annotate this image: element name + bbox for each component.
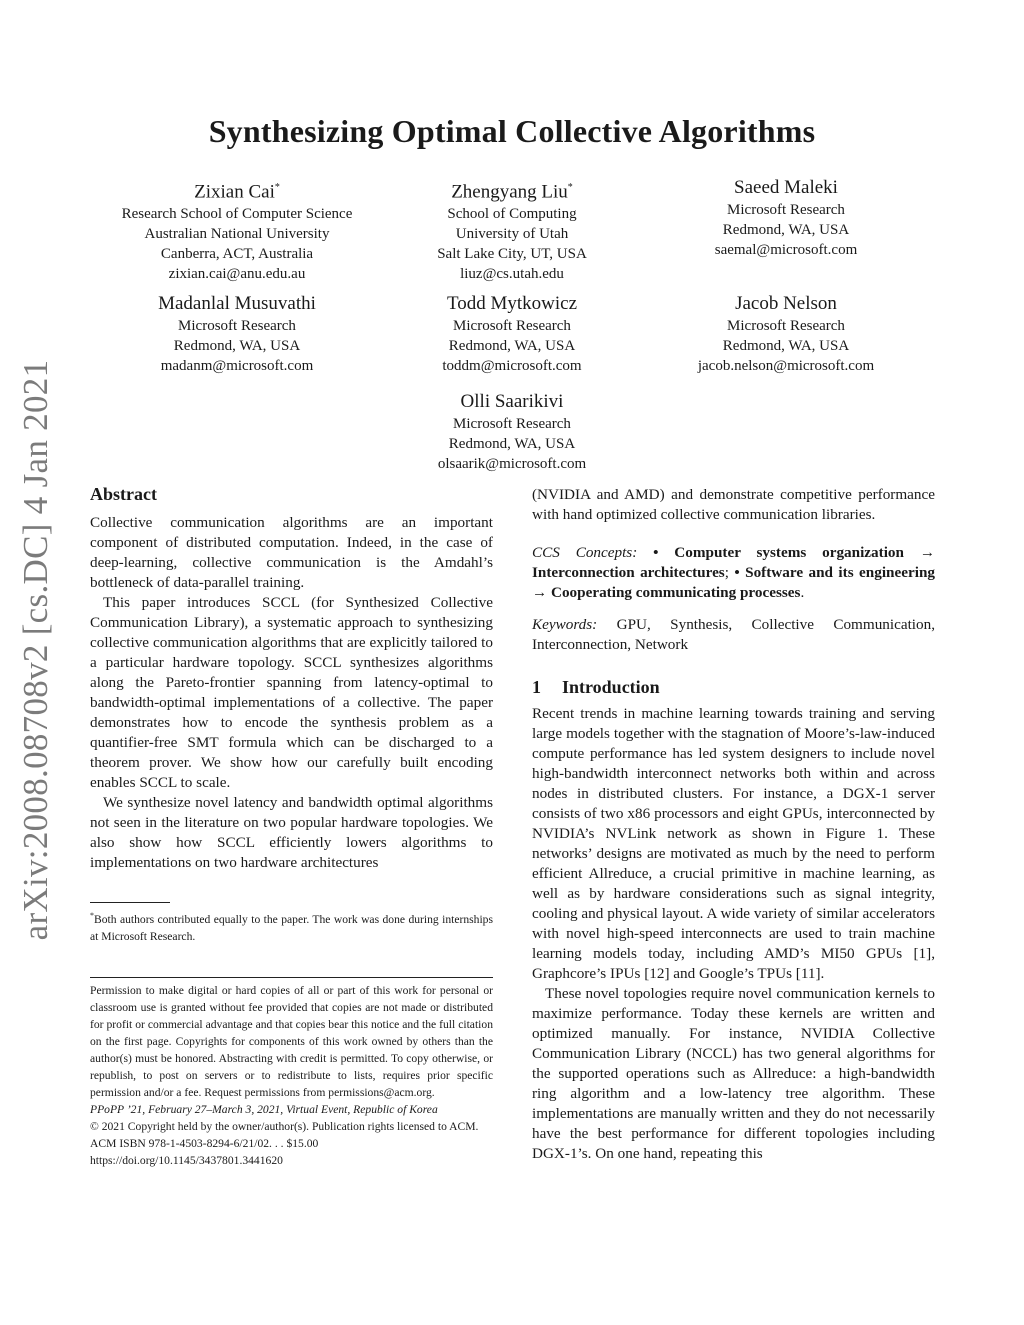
ccs-term: Cooperating communicating processes xyxy=(550,584,801,601)
abstract-paragraph: We synthesize novel latency and bandwidth optimal algorithms not seen in the literature on two popular hardware topologies. We also show how SCCL efficiently lowers algorithms to implementations on two hardware architectures xyxy=(90,794,493,871)
author-block xyxy=(626,176,946,260)
author-affiliation: University of Utah xyxy=(455,226,569,243)
ccs-label: CCS Concepts: xyxy=(532,544,638,561)
author-affiliation: Microsoft Research xyxy=(727,318,845,334)
paper-title: Synthesizing Optimal Collective Algorithms xyxy=(208,113,816,149)
author-affiliation: Microsoft Research xyxy=(727,202,845,218)
ccs-term: Interconnection architectures xyxy=(532,564,725,581)
author-location: Redmond, WA, USA xyxy=(448,436,576,452)
author-location: Salt Lake City, UT, USA xyxy=(437,246,587,263)
abstract-continuation: (NVIDIA and AMD) and demonstrate competitive performance with hand optimized collective communication libraries. xyxy=(532,486,935,523)
isbn: ACM ISBN 978-1-4503-8294-6/21/02. . . $15.00 xyxy=(90,1137,319,1150)
author-block xyxy=(77,176,397,284)
abstract-heading: Abstract xyxy=(90,484,157,504)
ccs-category: • Computer systems organization xyxy=(653,544,904,561)
footnote-mark: * xyxy=(90,911,94,920)
author-affiliation: Research School of Computer Science xyxy=(121,206,353,223)
arrow-icon: → xyxy=(532,584,548,601)
ccs-separator: ; xyxy=(724,564,729,581)
author-email: toddm@microsoft.com xyxy=(442,358,582,374)
right-column xyxy=(532,485,935,1164)
author-email: zixian.cai@anu.edu.au xyxy=(168,266,306,283)
author-block xyxy=(77,292,397,376)
author-location: Redmond, WA, USA xyxy=(722,338,850,354)
author-name: Zhengyang Liu* xyxy=(451,181,573,203)
author-email: saemal@microsoft.com xyxy=(714,242,858,258)
author-name: Todd Mytkowicz xyxy=(446,293,578,314)
permission-block xyxy=(90,982,493,1169)
footnote-divider xyxy=(90,902,170,903)
author-location: Redmond, WA, USA xyxy=(722,222,850,238)
author-affiliation: Australian National University xyxy=(144,226,330,243)
arxiv-identifier-text: arXiv:2008.08708v2 [cs.DC] 4 Jan 2021 xyxy=(16,359,55,941)
footnote-text: Both authors contributed equally to the paper. The work was done during internships at Microsoft Research. xyxy=(90,912,493,943)
footnote xyxy=(90,907,493,945)
author-name: Jacob Nelson xyxy=(735,293,837,314)
arrow-icon: → xyxy=(919,544,935,561)
author-block xyxy=(626,292,946,376)
author-email: jacob.nelson@microsoft.com xyxy=(697,358,875,374)
author-email: madanm@microsoft.com xyxy=(160,358,314,374)
permission-text: Permission to make digital or hard copies of all or part of this work for personal or classroom use is granted without fee provided that copies are not made or distributed for profit or commercial advantage and that copies bear this notice and the full citation on the first page. Copyrights for components of this work owned by others than the author(s) must be honored. Abstracting with credit is permitted. To copy otherwise, or republish, to post on servers or to redistribute to lists, requires prior specific permission and/or a fee. Request permissions from permissions@acm.org. xyxy=(90,984,493,1099)
keywords xyxy=(532,615,935,655)
abstract-section xyxy=(90,484,493,873)
section-number: 1 xyxy=(532,677,541,697)
author-email: olsaarik@microsoft.com xyxy=(437,456,587,472)
author-name: Saeed Maleki xyxy=(734,177,838,198)
author-affiliation: School of Computing xyxy=(447,206,577,223)
introduction-heading xyxy=(532,677,935,698)
keywords-text: GPU, Synthesis, Collective Communication, Interconnection, Network xyxy=(532,616,936,653)
author-name: Madanlal Musuvathi xyxy=(158,293,316,314)
author-affiliation: Microsoft Research xyxy=(453,416,571,432)
ccs-end: . xyxy=(800,584,805,601)
keywords-label: Keywords: xyxy=(532,616,598,633)
copyright-notice: © 2021 Copyright held by the owner/author(s). Publication rights licensed to ACM. xyxy=(90,1120,479,1133)
ccs-concepts xyxy=(532,543,935,603)
conference-info: PPoPP ’21, February 27–March 3, 2021, Virtual Event, Republic of Korea xyxy=(90,1103,438,1116)
doi-link[interactable]: https://doi.org/10.1145/3437801.3441620 xyxy=(90,1154,283,1167)
author-block xyxy=(352,292,672,376)
introduction-paragraph: These novel topologies require novel communication kernels to maximize performance. Today these kernels are written and optimized manually. For instance, NVIDIA Collective Communication Library (NCCL) has two general algorithms for the supported operations such as Allreduce: a high-bandwidth ring algorithm and a low-latency tree algorithm. These implementations are manually written and they do not necessarily have the best performance for different topologies including DGX-1’s. On one hand, repeating this xyxy=(532,985,935,1162)
author-location: Redmond, WA, USA xyxy=(173,338,301,354)
abstract-paragraph: This paper introduces SCCL (for Synthesized Collective Communication Library), a systematic approach to synthesizing collective communication algorithms that are explicitly tailored to a particular hardware topology. SCCL synthesizes algorithms along the Pareto-frontier spanning from latency-optimal to bandwidth-optimal implementations of a collective. The paper demonstrates how to encode the synthesis problem as a quantifier-free SMT formula which can be discharged to a theorem prover. We show how our carefully built encoding enables SCCL to scale. xyxy=(90,594,493,791)
author-location: Redmond, WA, USA xyxy=(448,338,576,354)
author-affiliation: Microsoft Research xyxy=(178,318,296,334)
author-name: Olli Saarikivi xyxy=(460,391,564,412)
permission-divider xyxy=(90,977,493,978)
ccs-category: • Software and its engineering xyxy=(734,564,935,581)
author-affiliation: Microsoft Research xyxy=(453,318,571,334)
abstract-paragraph: Collective communication algorithms are an important component of distributed computation. Indeed, in the case of deep-learning, collective communication is the Amdahl’s bottleneck of data-parallel training. xyxy=(90,514,493,591)
author-name: Zixian Cai* xyxy=(194,181,280,203)
author-location: Canberra, ACT, Australia xyxy=(160,246,314,263)
introduction-paragraph: Recent trends in machine learning towards training and serving large models together with the stagnation of Moore’s-law-induced compute performance has led system designers to include novel high-bandwidth interconnect networks both within and across nodes in distributed clusters. For instance, a DGX-1 server consists of two x86 processors and eight GPUs, interconnected by NVIDIA’s NVLink network as shown in Figure 1. These networks’ designs are motivated as much by the need to perform efficient Allreduce, a crucial primitive in machine learning, as well as by hardware considerations such as signal integrity, cooling and physical layout. A wide variety of similar accelerators with novel high-speed interconnects are used to train machine learning models today, including AMD’s MI50 GPUs [1], Graphcore’s IPUs [12] and Google’s TPUs [11]. xyxy=(532,705,935,982)
author-block xyxy=(352,390,672,474)
author-email: liuz@cs.utah.edu xyxy=(460,266,564,283)
section-title: Introduction xyxy=(562,677,660,697)
author-block xyxy=(352,176,672,284)
